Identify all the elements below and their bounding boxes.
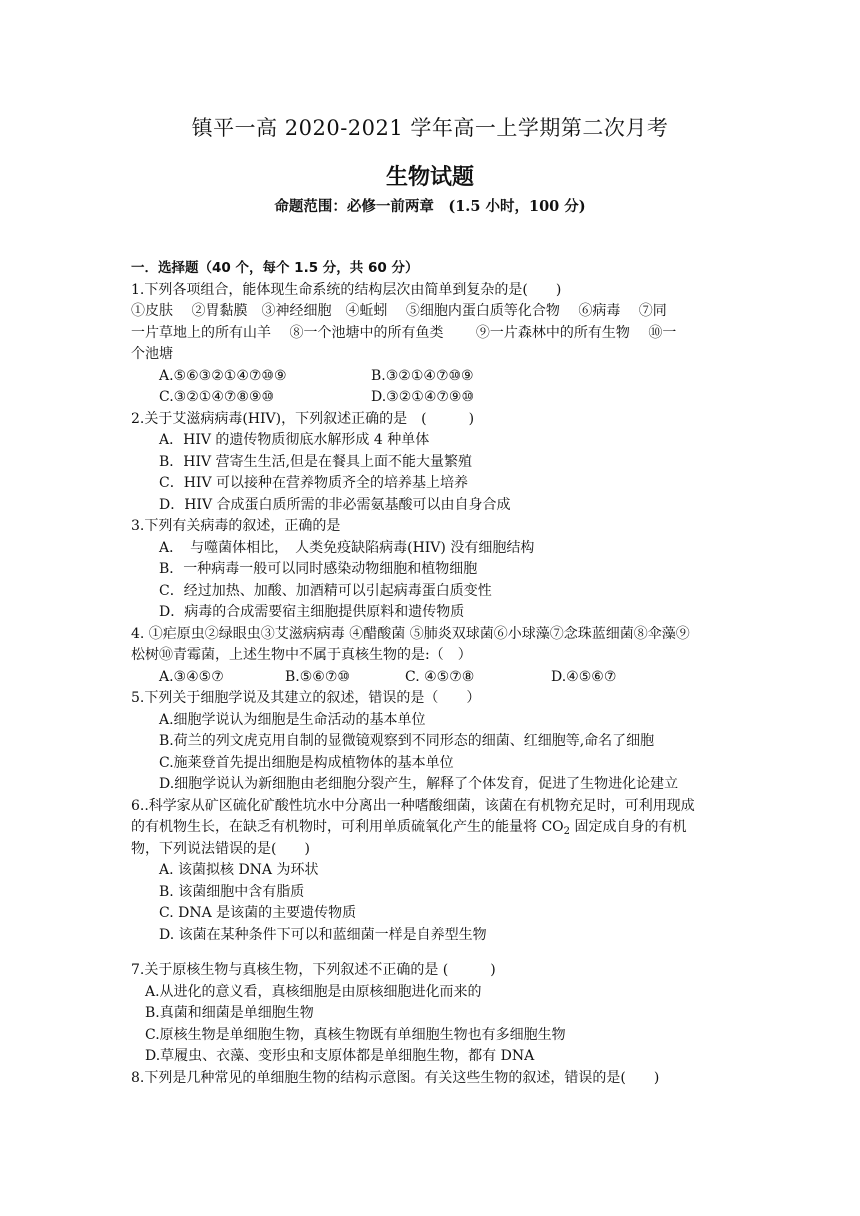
- option-b: B.⑤⑥⑦⑩: [285, 668, 350, 685]
- option-c: C．HIV 可以接种在营养物质齐全的培养基上培养: [159, 475, 469, 491]
- school-title: 镇平一高 2020-2021 学年高一上学期第二次月考: [191, 116, 669, 140]
- question-6-text: [131, 817, 735, 839]
- option-c: C.原核生物是单细胞生物，真核生物既有单细胞生物也有多细胞生物: [145, 1026, 566, 1043]
- question-1-options: [131, 366, 735, 388]
- option-c: C.施莱登首先提出细胞是构成植物体的基本单位: [159, 754, 454, 771]
- option-a: A.⑤⑥③②①④⑦⑩⑨: [159, 367, 287, 384]
- question-1-options: [131, 387, 735, 409]
- subscript: 2: [563, 826, 571, 837]
- section-heading: 一．选择题（40 个，每个 1.5 分，共 60 分）: [131, 260, 419, 276]
- question-4-stem: 4. ①疟原虫②绿眼虫③艾滋病病毒 ④醋酸菌 ⑤肺炎双球菌⑥小球藻⑦念珠蓝细菌⑧伞藻⑨: [131, 625, 690, 642]
- question-3-stem: 3.下列有关病毒的叙述，正确的是: [131, 518, 341, 534]
- question-1-text: 一片草地上的所有山羊 ⑧一个池塘中的所有鱼类 ⑨一片森林中的所有生物 ⑩一: [131, 324, 677, 341]
- exam-scope: 命题范围：必修一前两章 (1.5 小时，100 分): [274, 198, 586, 215]
- subject-title: 生物试题: [385, 164, 474, 190]
- question-1-text: ①皮肤 ②胃黏膜 ③神经细胞 ④蚯蚓 ⑤细胞内蛋白质等化合物 ⑥病毒 ⑦同: [131, 303, 667, 319]
- option-a: A.细胞学说认为细胞是生命活动的基本单位: [159, 711, 426, 728]
- option-b: B．HIV 营寄生生活,但是在餐具上面不能大量繁殖: [159, 453, 473, 470]
- question-5-stem: 5.下列关于细胞学说及其建立的叙述，错误的是（ ）: [131, 690, 481, 706]
- question-4-text: 松树⑩青霉菌，上述生物中不属于真核生物的是:（ ）: [131, 647, 472, 663]
- question-1-stem: 1.下列各项组合，能体现生命系统的结构层次由简单到复杂的是( ): [131, 281, 562, 298]
- option-b: B．一种病毒一般可以同时感染动物细胞和植物细胞: [159, 561, 478, 577]
- spacer: [131, 946, 735, 960]
- option-d: D.③②①④⑦⑨⑩: [371, 389, 475, 405]
- option-b: B. 该菌细胞中含有脂质: [159, 883, 305, 900]
- question-1-text: 个池塘: [131, 346, 173, 362]
- question-6-text-part: 的有机物生长，在缺乏有机物时，可利用单质硫氧化产生的能量将 CO: [131, 819, 564, 835]
- option-d: D．HIV 合成蛋白质所需的非必需氨基酸可以由自身合成: [159, 496, 511, 513]
- option-c: C. ④⑤⑦⑧: [405, 668, 475, 685]
- option-c: C.③②①④⑦⑧⑨⑩: [159, 389, 275, 405]
- question-4-options: [131, 667, 735, 689]
- question-8-stem: 8.下列是几种常见的单细胞生物的结构示意图。有关这些生物的叙述，错误的是( ): [131, 1069, 660, 1086]
- option-c: C．经过加热、加酸、加酒精可以引起病毒蛋白质变性: [159, 582, 492, 599]
- option-a: A.从进化的意义看，真核细胞是由原核细胞进化而来的: [145, 983, 482, 1000]
- option-a: A.③④⑤⑦: [159, 668, 224, 685]
- option-d: D．病毒的合成需要宿主细胞提供原料和遗传物质: [159, 604, 465, 620]
- question-6-text: 物，下列说法错误的是( ): [131, 840, 310, 857]
- exam-content: [131, 258, 735, 1089]
- question-6-text-part: 固定成自身的有机: [570, 819, 687, 835]
- option-a: A．HIV 的遗传物质彻底水解形成 4 种单体: [159, 432, 430, 448]
- option-b: B.③②①④⑦⑩⑨: [371, 367, 474, 384]
- option-c: C. DNA 是该菌的主要遗传物质: [159, 905, 357, 921]
- option-a: A. 该菌拟核 DNA 为环状: [159, 862, 319, 878]
- option-d: D.细胞学说认为新细胞由老细胞分裂产生，解释了个体发育，促进了生物进化论建立: [159, 776, 679, 792]
- option-b: B.荷兰的列文虎克用自制的显微镜观察到不同形态的细菌、红细胞等,命名了细胞: [159, 733, 655, 749]
- option-b: B.真菌和细菌是单细胞生物: [145, 1005, 314, 1021]
- question-6-stem: 6..科学家从矿区硫化矿酸性坑水中分离出一种嗜酸细菌，该菌在有机物充足时，可利用现成: [131, 797, 695, 814]
- option-a: A． 与噬菌体相比， 人类免疫缺陷病毒(HIV) 没有细胞结构: [159, 539, 535, 556]
- option-d: D.④⑤⑥⑦: [551, 668, 617, 685]
- option-d: D. 该菌在某种条件下可以和蓝细菌一样是自养型生物: [159, 926, 487, 943]
- option-d: D.草履虫、衣藻、变形虫和支原体都是单细胞生物，都有 DNA: [145, 1048, 535, 1064]
- question-2-stem: 2.关于艾滋病病毒(HIV)，下列叙述正确的是 ( ): [131, 410, 475, 427]
- question-7-stem: 7.关于原核生物与真核生物，下列叙述不正确的是 ( ): [131, 962, 496, 978]
